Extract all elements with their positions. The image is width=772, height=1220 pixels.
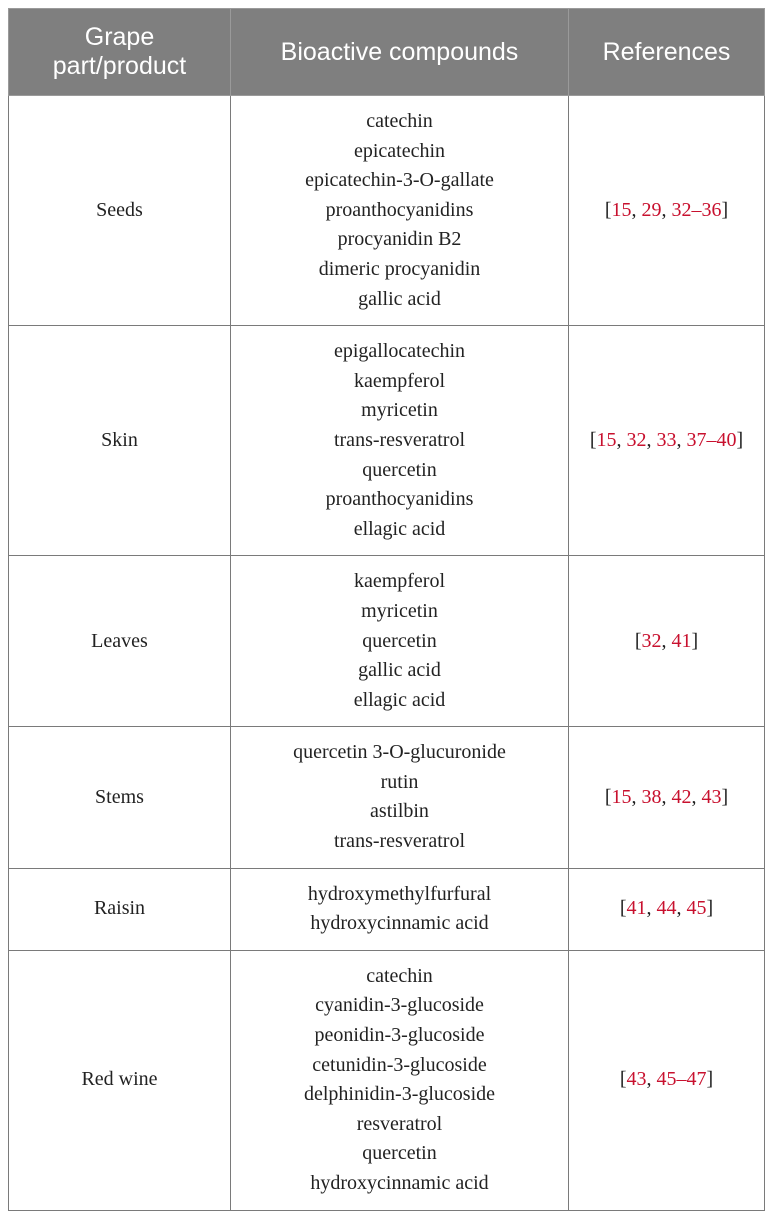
compounds-cell	[231, 727, 569, 868]
reference-link[interactable]: 37–40	[686, 428, 737, 451]
grape-part-cell: Red wine	[9, 950, 231, 1210]
compound-item: hydroxycinnamic acid	[310, 912, 489, 935]
compound-item: procyanidin B2	[337, 228, 462, 251]
reference-link[interactable]: 32	[641, 629, 662, 652]
reference-link[interactable]: 41	[671, 629, 692, 652]
compound-item: rutin	[380, 770, 419, 793]
table-row	[9, 96, 765, 326]
references-cell: [15, 29, 32–36]	[569, 96, 765, 326]
compounds-table	[8, 8, 765, 1211]
compound-item: proanthocyanidins	[325, 488, 474, 511]
compounds-cell	[231, 868, 569, 950]
compound-item: hydroxymethylfurfural	[307, 882, 492, 905]
compound-item: proanthocyanidins	[325, 198, 474, 221]
table-row	[9, 727, 765, 868]
compound-item: gallic acid	[358, 287, 441, 310]
header-row	[9, 9, 765, 96]
reference-link[interactable]: 15	[611, 198, 632, 221]
compound-item: quercetin	[362, 458, 437, 481]
compound-item: ellagic acid	[353, 688, 446, 711]
reference-link[interactable]: 33	[656, 428, 677, 451]
compound-item: catechin	[366, 110, 433, 132]
compound-item: myricetin	[361, 399, 438, 422]
reference-link[interactable]: 42	[671, 785, 692, 808]
compound-item: hydroxycinnamic acid	[310, 1172, 489, 1194]
references-cell: [15, 38, 42, 43]	[569, 727, 765, 868]
table-row	[9, 868, 765, 950]
reference-link[interactable]: 43	[626, 1068, 647, 1091]
reference-link[interactable]: 41	[626, 897, 647, 920]
compound-item: cyanidin-3-glucoside	[315, 994, 484, 1017]
table-row	[9, 556, 765, 727]
compound-item: epicatechin	[353, 139, 446, 162]
grape-part-cell: Leaves	[9, 556, 231, 727]
reference-link[interactable]: 38	[641, 785, 662, 808]
compound-item: kaempferol	[353, 570, 446, 593]
compound-item: astilbin	[370, 800, 429, 823]
compound-item: ellagic acid	[353, 517, 446, 540]
compound-item: catechin	[366, 964, 433, 987]
compound-item: kaempferol	[353, 369, 446, 392]
table-body	[9, 96, 765, 1211]
reference-link[interactable]: 45–47	[656, 1068, 707, 1091]
reference-link[interactable]: 15	[596, 428, 617, 451]
compound-item: peonidin-3-glucoside	[314, 1024, 485, 1047]
compound-item: quercetin	[362, 629, 437, 652]
compound-item: trans-resveratrol	[333, 428, 466, 451]
compounds-cell	[231, 556, 569, 727]
reference-link[interactable]: 44	[656, 897, 677, 920]
grape-part-cell: Stems	[9, 727, 231, 868]
compounds-cell	[231, 950, 569, 1210]
compound-item: cetunidin-3-glucoside	[312, 1053, 487, 1076]
compounds-cell	[231, 96, 569, 326]
header-grape-part: Grape part/product	[9, 9, 231, 96]
compound-item: myricetin	[361, 599, 438, 622]
reference-link[interactable]: 29	[641, 198, 662, 221]
reference-link[interactable]: 15	[611, 785, 632, 808]
header-bioactive-compounds: Bioactive compounds	[231, 9, 569, 96]
reference-link[interactable]: 32–36	[671, 198, 722, 221]
reference-link[interactable]: 32	[626, 428, 647, 451]
compounds-cell	[231, 326, 569, 556]
compound-item: quercetin 3-O-glucuronide	[293, 741, 506, 764]
compound-item: gallic acid	[358, 659, 441, 682]
table-row	[9, 950, 765, 1210]
reference-link[interactable]: 45	[686, 897, 707, 920]
references-cell: [43, 45–47]	[569, 950, 765, 1210]
table-header	[9, 9, 765, 96]
references-cell: [32, 41]	[569, 556, 765, 727]
references-cell: [41, 44, 45]	[569, 868, 765, 950]
table-row	[9, 326, 765, 556]
compound-item: resveratrol	[356, 1112, 443, 1135]
compound-item: quercetin	[362, 1142, 437, 1165]
compound-item: delphinidin-3-glucoside	[303, 1083, 496, 1106]
references-cell: [15, 32, 33, 37–40]	[569, 326, 765, 556]
grape-part-cell: Skin	[9, 326, 231, 556]
compound-item: dimeric procyanidin	[318, 257, 481, 280]
grape-part-cell: Seeds	[9, 96, 231, 326]
compound-item: trans-resveratrol	[333, 830, 466, 853]
grape-part-cell: Raisin	[9, 868, 231, 950]
reference-link[interactable]: 43	[701, 785, 722, 808]
compound-item: epicatechin-3-O-gallate	[305, 169, 494, 192]
table-container	[8, 8, 764, 1211]
header-references: References	[569, 9, 765, 96]
compound-item: epigallocatechin	[333, 340, 466, 363]
